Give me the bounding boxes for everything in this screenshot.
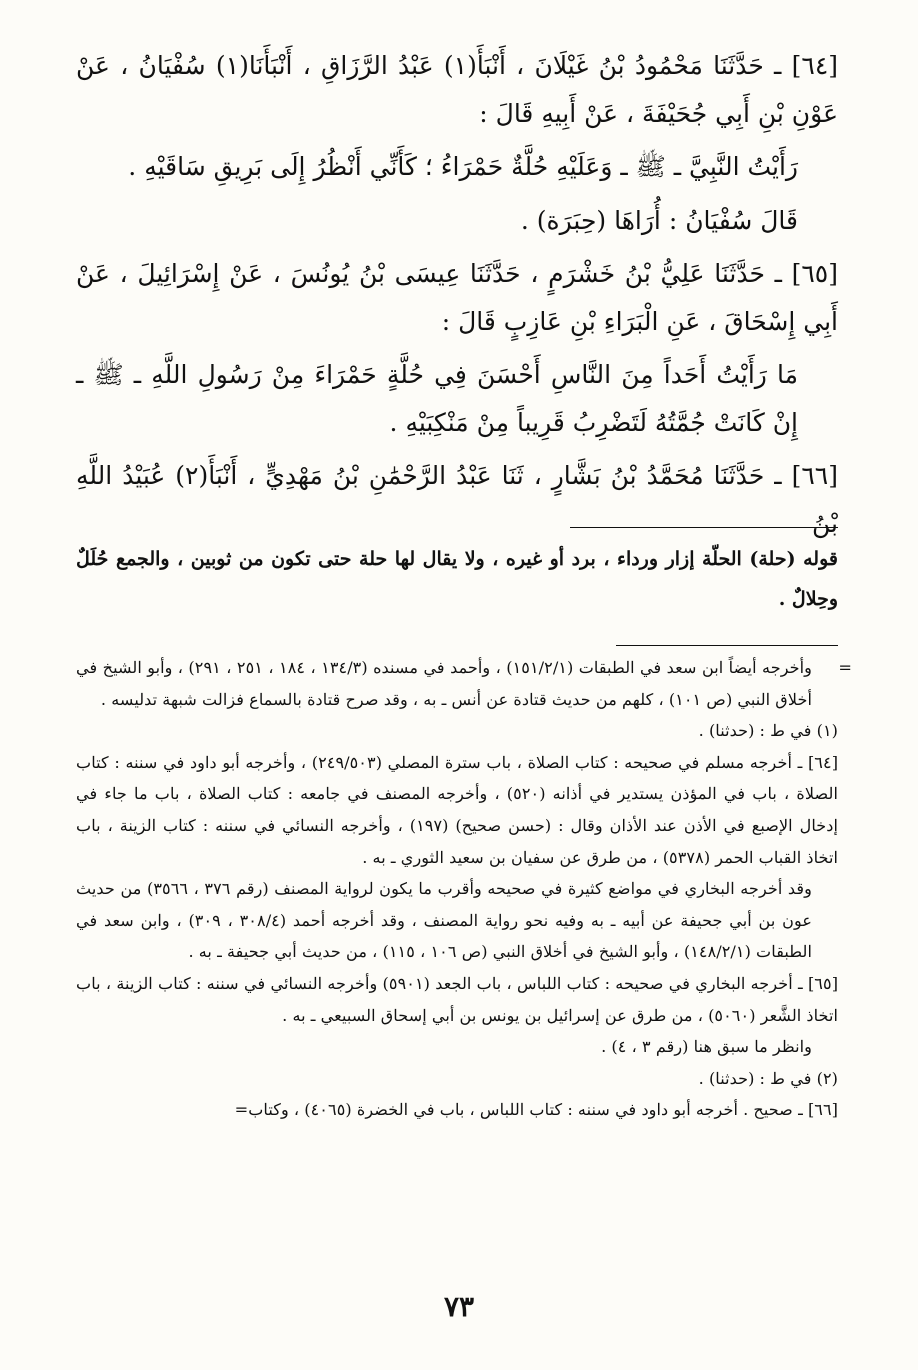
separator-line-1 — [570, 527, 838, 528]
footnote-continuation — [76, 652, 852, 715]
footnote-2: (٢) في ط : (حدثنا) . — [698, 1068, 838, 1088]
hadith-64-sufyan-comment: قَالَ سُفْيَانُ : أُرَاهَا (حِبَرَة) . — [520, 205, 798, 235]
footnote-continuation-text: وأخرجه أيضاً ابن سعد في الطبقات (١٥١/٢/١) ، وأحمد في مسنده (١٣٤/٣ ، ١٨٤ ، ٢٥١ ، ٢٩١) ، وأبو الشيخ في أخلاق النبي (ص ١٠١) ، كلهم من حديث قتادة عن أنس ـ به ، وقد صرح قتادة بالسماع فزالت شبهة تدليسه . — [76, 658, 812, 709]
footnote-hadith-65-extra: وانظر ما سبق هنا (رقم ٣ ، ٤) . — [601, 1037, 812, 1057]
footnote-hadith-64: [٦٤] ـ أخرجه مسلم في صحيحه : كتاب الصلاة ، باب سترة المصلي (٢٤٩/٥٠٣) ، وأخرجه أبو داود في سننه : كتاب الصلاة ، باب في المؤذن يستدير في أذانه (٥٢٠) ، وأخرجه المصنف في جامعه : كتاب الصلاة ، باب ما جاء في إدخال الإصبع في الأذن عند الأذان وقال : (حسن صحيح) (١٩٧) ، وأخرجه النسائي في سننه : كتاب الزينة ، باب اتخاذ القباب الحمر (٥٣٧٨) ، من طرق عن سفيان بن سعيد الثوري ـ به . — [76, 752, 839, 867]
footnote-hadith-64-extra: وقد أخرجه البخاري في مواضع كثيرة في صحيحه وأقرب ما يكون لرواية المصنف (رقم ٣٧٦ ، ٣٥٦٦) من حديث عون بن أبي جحيفة عن أبيه ـ به وفيه نحو رواية المصنف ، وقد أخرجه أحمد (٣٠٨/٤ ، ٣٠٩) ، وابن سعد في الطبقات (١٤٨/٢/١) ، وأبو الشيخ في أخلاق النبي (ص ١٠٦ ، ١١٥) ، من حديث أبي جحيفة ـ به . — [76, 879, 812, 962]
footnote-hadith-66: [٦٦] ـ صحيح . أخرجه أبو داود في سننه : كتاب اللباس ، باب في الخضرة (٤٠٦٥) ، وكتاب= — [234, 1100, 838, 1120]
hadith-64-matn: رَأَيْتُ النَّبِيَّ ـ ﷺ ـ وَعَلَيْهِ حُلَّةٌ حَمْرَاءُ ؛ كَأَنِّي أَنْظُرُ إِلَى بَرِيقِ سَاقَيْهِ . — [128, 152, 798, 181]
separator-line-2 — [616, 645, 838, 646]
hadith-text-block — [76, 42, 838, 553]
hadith-65-isnad: [٦٥] ـ حَدَّثَنَا عَلِيُّ بْنُ خَشْرَمٍ ، حَدَّثَنَا عِيسَى بْنُ يُونُسَ ، عَنْ إِسْرَائِيلَ ، عَنْ أَبِي إِسْحَاقَ ، عَنِ الْبَرَاءِ بْنِ عَازِبٍ قَالَ : — [76, 259, 838, 336]
hadith-65-matn: مَا رَأَيْتُ أَحَداً مِنَ النَّاسِ أَحْسَنَ فِي حُلَّةٍ حَمْرَاءَ مِنْ رَسُولِ اللَّهِ ـ ﷺ ـ إِنْ كَانَتْ جُمَّتُهُ لَتَضْرِبُ قَرِيباً مِنْ مَنْكِبَيْهِ . — [76, 360, 798, 437]
hadith-64-isnad: [٦٤] ـ حَدَّثَنَا مَحْمُودُ بْنُ غَيْلَانَ ، أَنْبَأَ(١) عَبْدُ الرَّزَاقِ ، أَنْبَأَنَا(١) سُفْيَانُ ، عَنْ عَوْنِ بْنِ أَبِي جُحَيْفَةَ ، عَنْ أَبِيهِ قَالَ : — [76, 51, 839, 128]
page-number: ٧٣ — [443, 1290, 475, 1323]
gloss-note: قوله (حلة) الحلّة إزار ورداء ، برد أو غيره ، ولا يقال لها حلة حتى تكون من ثوبين ، والجمع حُلَلٌ وحِلالٌ . — [76, 548, 838, 610]
footnote-hadith-65: [٦٥] ـ أخرجه البخاري في صحيحه : كتاب اللباس ، باب الجعد (٥٩٠١) وأخرجه النسائي في سننه : كتاب الزينة ، باب اتخاذ الشَّعر (٥٠٦٠) ، من طرق عن إسرائيل بن يونس بن أبي إسحاق السبيعي ـ به . — [76, 973, 839, 1025]
footnote-1: (١) في ط : (حدثنا) . — [698, 721, 838, 741]
continuation-mark: = — [838, 658, 852, 677]
hadith-66-isnad: [٦٦] ـ حَدَّثَنَا مُحَمَّدُ بْنُ بَشَّارٍ ، ثَنَا عَبْدُ الرَّحْمَٰنِ بْنُ مَهْدِيٍّ ، أَنْبَأَ(٢) عُبَيْدُ اللَّهِ بْنُ — [76, 461, 838, 538]
footnotes-block — [76, 652, 852, 1126]
